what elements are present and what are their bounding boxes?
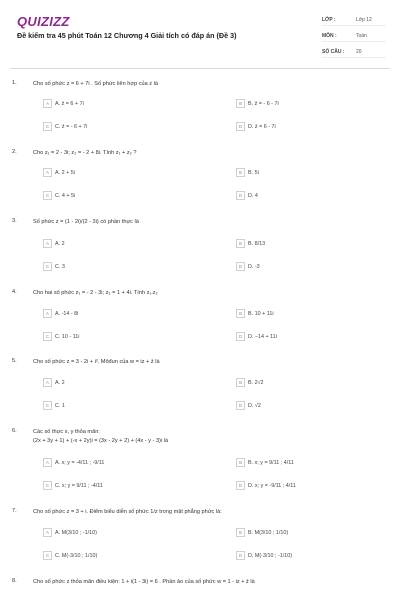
option-letter-box: C	[43, 401, 52, 410]
option-letter-box: B	[236, 99, 245, 108]
option-text: D. M(-3/10 ; -1/10)	[248, 552, 293, 559]
question-text: Cho hai số phức z₁ = - 2 - 3i; z₂ = 1 + 4i. Tính z₁.z₂	[33, 290, 158, 296]
option-c[interactable]	[43, 332, 79, 341]
option-a[interactable]	[43, 528, 97, 537]
question-text: Các số thực x, y thỏa mãn:	[33, 429, 100, 435]
option-text: C. 1	[55, 402, 65, 409]
header-divider	[10, 68, 390, 69]
option-text: B. x; y = 9/11 ; 4/11	[248, 459, 294, 466]
option-text: A. 2 + 5i	[55, 169, 75, 176]
option-d[interactable]	[236, 122, 276, 131]
option-letter-box: C	[43, 262, 52, 271]
option-letter-box: D	[236, 191, 245, 200]
option-b[interactable]	[236, 378, 264, 387]
option-c[interactable]	[43, 401, 65, 410]
option-c[interactable]	[43, 481, 103, 490]
question-text-line2: (2x + 3y + 1) + (-x + 2y)i = (3x - 2y + 2) + (4x - y - 3)i là	[33, 438, 169, 444]
option-letter-box: C	[43, 551, 52, 560]
option-text: B. 5i	[248, 169, 259, 176]
option-c[interactable]	[43, 191, 75, 200]
option-a[interactable]	[43, 309, 78, 318]
meta-row-class	[322, 14, 386, 26]
option-text: D. −14 + 11i	[248, 333, 277, 340]
option-c[interactable]	[43, 551, 97, 560]
option-text: B. M(3/10 ; 1/10)	[248, 529, 289, 536]
option-a[interactable]	[43, 239, 65, 248]
meta-value: Lớp 12	[356, 16, 372, 23]
option-letter-box: D	[236, 122, 245, 131]
option-text: B. 8/13	[248, 240, 266, 247]
meta-key: MÔN :	[322, 32, 337, 39]
question-number: 5.	[12, 358, 17, 364]
document-title: Đề kiểm tra 45 phút Toán 12 Chương 4 Giải tích có đáp án (Đề 3)	[17, 31, 237, 40]
option-d[interactable]	[236, 401, 261, 410]
question-text: Cho số phức z = 3 - 2i + i². Môđun của w = iz + z̄ là	[33, 359, 160, 365]
option-text: C. 3	[55, 263, 65, 270]
option-text: A. z̄ = 6 + 7i	[55, 100, 84, 107]
question-text: Cho số phức z = 6 + 7i . Số phức liên hợp của z là	[33, 81, 158, 87]
option-letter-box: A	[43, 309, 52, 318]
question-text: Cho số phức z = 3 + i. Điểm biểu diễn số phức 1/z trong mặt phẳng phức là:	[33, 509, 222, 515]
option-letter-box: C	[43, 332, 52, 341]
option-text: B. z̄ = - 6 - 7i	[248, 100, 279, 107]
option-b[interactable]	[236, 168, 259, 177]
option-a[interactable]	[43, 99, 84, 108]
option-text: C. M(-3/10 ; 1/10)	[55, 552, 98, 559]
option-text: B. 2√2	[248, 379, 264, 386]
option-letter-box: A	[43, 378, 52, 387]
meta-key: SỐ CÂU :	[322, 48, 345, 55]
question-number: 2.	[12, 149, 17, 155]
option-letter-box: B	[236, 239, 245, 248]
question-number: 1.	[12, 80, 17, 86]
option-b[interactable]	[236, 458, 294, 467]
option-text: A. x; y = -4/11 ; -9/11	[55, 459, 105, 466]
option-a[interactable]	[43, 458, 104, 467]
option-letter-box: C	[43, 481, 52, 490]
option-d[interactable]	[236, 481, 296, 490]
option-letter-box: B	[236, 309, 245, 318]
option-text: A. 2	[55, 379, 65, 386]
option-letter-box: D	[236, 332, 245, 341]
option-letter-box: B	[236, 528, 245, 537]
meta-value: Toán	[356, 32, 367, 39]
option-text: A. 2	[55, 240, 65, 247]
option-letter-box: C	[43, 191, 52, 200]
option-text: C. 4 + 5i	[55, 192, 76, 199]
page-header	[0, 0, 400, 62]
option-letter-box: B	[236, 458, 245, 467]
option-letter-box: D	[236, 401, 245, 410]
option-c[interactable]	[43, 122, 87, 131]
option-text: C. z̄ = - 6 + 7i	[55, 123, 88, 130]
option-a[interactable]	[43, 378, 65, 387]
option-text: D. 4	[248, 192, 258, 199]
question-number: 6.	[12, 428, 17, 434]
option-d[interactable]	[236, 262, 260, 271]
option-text: A. -14 - 8i	[55, 310, 79, 317]
question-number: 7.	[12, 508, 17, 514]
meta-row-subject	[322, 30, 386, 42]
option-letter-box: C	[43, 122, 52, 131]
question-number: 3.	[12, 218, 17, 224]
option-text: B. 10 + 11i	[248, 310, 274, 317]
option-c[interactable]	[43, 262, 65, 271]
option-text: D. x; y = -9/11 ; 4/11	[248, 482, 296, 489]
option-a[interactable]	[43, 168, 75, 177]
question-number: 8.	[12, 578, 17, 584]
meta-value: 20	[356, 48, 362, 55]
option-b[interactable]	[236, 99, 279, 108]
option-letter-box: D	[236, 262, 245, 271]
option-b[interactable]	[236, 309, 274, 318]
quizizz-logo: QUIZIZZ	[17, 14, 70, 29]
option-text: D. √2	[248, 402, 261, 409]
meta-key: LỚP :	[322, 16, 336, 23]
option-letter-box: B	[236, 378, 245, 387]
option-text: C. 10 - 11i	[55, 333, 80, 340]
option-text: D. z̄ = 6 - 7i	[248, 123, 276, 130]
question-text: Số phức z = (1 - 2i)/(2 - 3i) có phần thực là	[33, 219, 139, 225]
meta-panel	[322, 14, 386, 62]
option-d[interactable]	[236, 551, 292, 560]
option-letter-box: B	[236, 168, 245, 177]
option-letter-box: A	[43, 528, 52, 537]
option-b[interactable]	[236, 528, 288, 537]
meta-row-count	[322, 46, 386, 58]
option-letter-box: A	[43, 458, 52, 467]
option-b[interactable]	[236, 239, 265, 248]
question-text: Cho số phức z thỏa mãn điều kiện: 1 + i(1 - 3i) = 6 . Phần ảo của số phức w = 1 - iz + z̄ là	[33, 579, 255, 585]
option-letter-box: D	[236, 481, 245, 490]
option-letter-box: A	[43, 99, 52, 108]
question-text: Cho z₁ = 2 - 3i; z₂ = - 2 + 8i. Tính z₁ + z₂ ?	[33, 150, 137, 156]
option-letter-box: D	[236, 551, 245, 560]
option-d[interactable]	[236, 332, 277, 341]
option-text: D. -3	[248, 263, 260, 270]
option-letter-box: A	[43, 239, 52, 248]
option-d[interactable]	[236, 191, 258, 200]
option-text: A. M(3/10 ; -1/10)	[55, 529, 97, 536]
option-letter-box: A	[43, 168, 52, 177]
option-text: C. x; y = 9/11 ; -4/11	[55, 482, 103, 489]
question-number: 4.	[12, 289, 17, 295]
